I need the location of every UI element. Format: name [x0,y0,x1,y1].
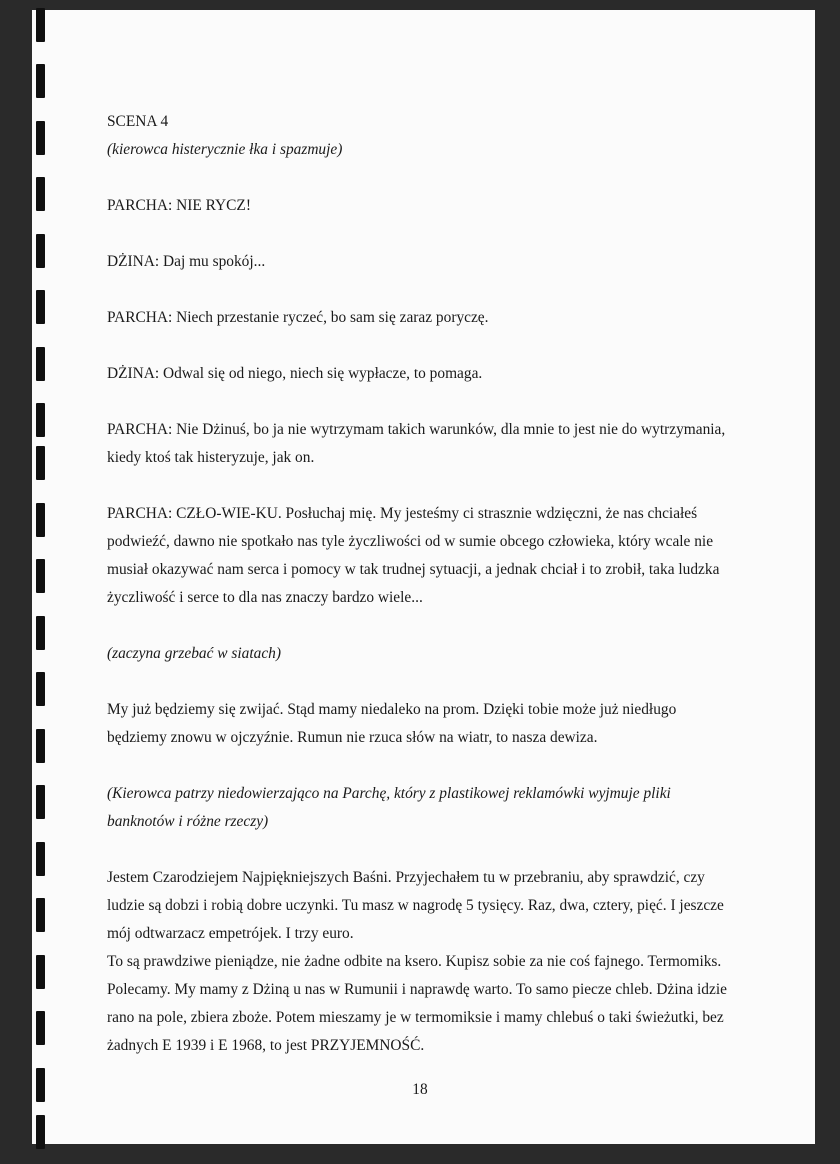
spiral-binding [32,0,52,1164]
stage-direction: (kierowca histerycznie łka i spazmuje) [107,141,343,158]
dialogue-line: Jestem Czarodziejem Najpiękniejszych Baśni. Przyjechałem tu w przebraniu, aby sprawdzić, czy ludzie są dobzi i robią dobre uczynki. Tu masz w nagrodę 5 tysięcy. Raz, dwa, cztery, pięć. I jeszcze mój odtwarzacz empetrójek. I trzy euro. [107,869,724,942]
dialogue-line: PARCHA: NIE RYCZ! [107,197,251,214]
binding-hole [36,729,45,763]
dialogue-line: DŻINA: Daj mu spokój... [107,253,266,270]
page-number: 18 [412,1081,428,1098]
binding-hole [36,347,45,381]
binding-hole [36,177,45,211]
stage-direction: (Kierowca patrzy niedowierzająco na Parchę, który z plastikowej reklamówki wyjmuje pliki banknotów i różne rzeczy) [107,785,671,830]
binding-hole [36,559,45,593]
dialogue-line: PARCHA: Niech przestanie ryczeć, bo sam się zaraz poryczę. [107,309,489,326]
scene-heading: SCENA 4 [107,113,169,130]
binding-hole [36,290,45,324]
binding-hole [36,8,45,42]
script-text [107,108,737,1060]
binding-hole [36,1115,45,1149]
binding-hole [36,842,45,876]
binding-hole [36,955,45,989]
dialogue-line: DŻINA: Odwal się od niego, niech się wypłacze, to pomaga. [107,365,483,382]
dialogue-line: PARCHA: CZŁO-WIE-KU. Posłuchaj mię. My jesteśmy ci strasznie wdzięczni, że nas chciałeś podwieźć, dawno nie spotkało nas tyle życzliwości od w sumie obcego człowieka, który wcale nie musiał okazywać nam serca i pomocy w tak trudnej sytuacji, a jednak chciał i to zrobił, taka ludzka życzliwość i serce to dla nas znaczy bardzo wiele... [107,505,720,606]
dialogue-line: To są prawdziwe pieniądze, nie żadne odbite na ksero. Kupisz sobie za nie coś fajnego. Termomiks. Polecamy. My mamy z Dżiną u nas w Rumunii i naprawdę warto. To samo piecze chleb. Dżina idzie rano na pole, zbiera zboże. Potem mieszamy je w termomiksie i mamy chlebuś o taki świeżutki, bez żadnych E 1939 i E 1968, to jest PRZYJEMNOŚĆ. [107,953,727,1054]
binding-hole [36,785,45,819]
binding-hole [36,64,45,98]
stage-direction: (zaczyna grzebać w siatach) [107,645,281,662]
binding-hole [36,446,45,480]
binding-hole [36,616,45,650]
dialogue-line: My już będziemy się zwijać. Stąd mamy niedaleko na prom. Dzięki tobie może już niedługo będziemy znowu w ojczyźnie. Rumun nie rzuca słów na wiatr, to nasza dewiza. [107,701,677,746]
binding-hole [36,672,45,706]
binding-hole [36,503,45,537]
binding-hole [36,403,45,437]
binding-hole [36,234,45,268]
binding-hole [36,121,45,155]
binding-hole [36,898,45,932]
binding-hole [36,1011,45,1045]
dialogue-line: PARCHA: Nie Dżinuś, bo ja nie wytrzymam takich warunków, dla mnie to jest nie do wytrzymania, kiedy ktoś tak histeryzuje, jak on. [107,421,726,466]
